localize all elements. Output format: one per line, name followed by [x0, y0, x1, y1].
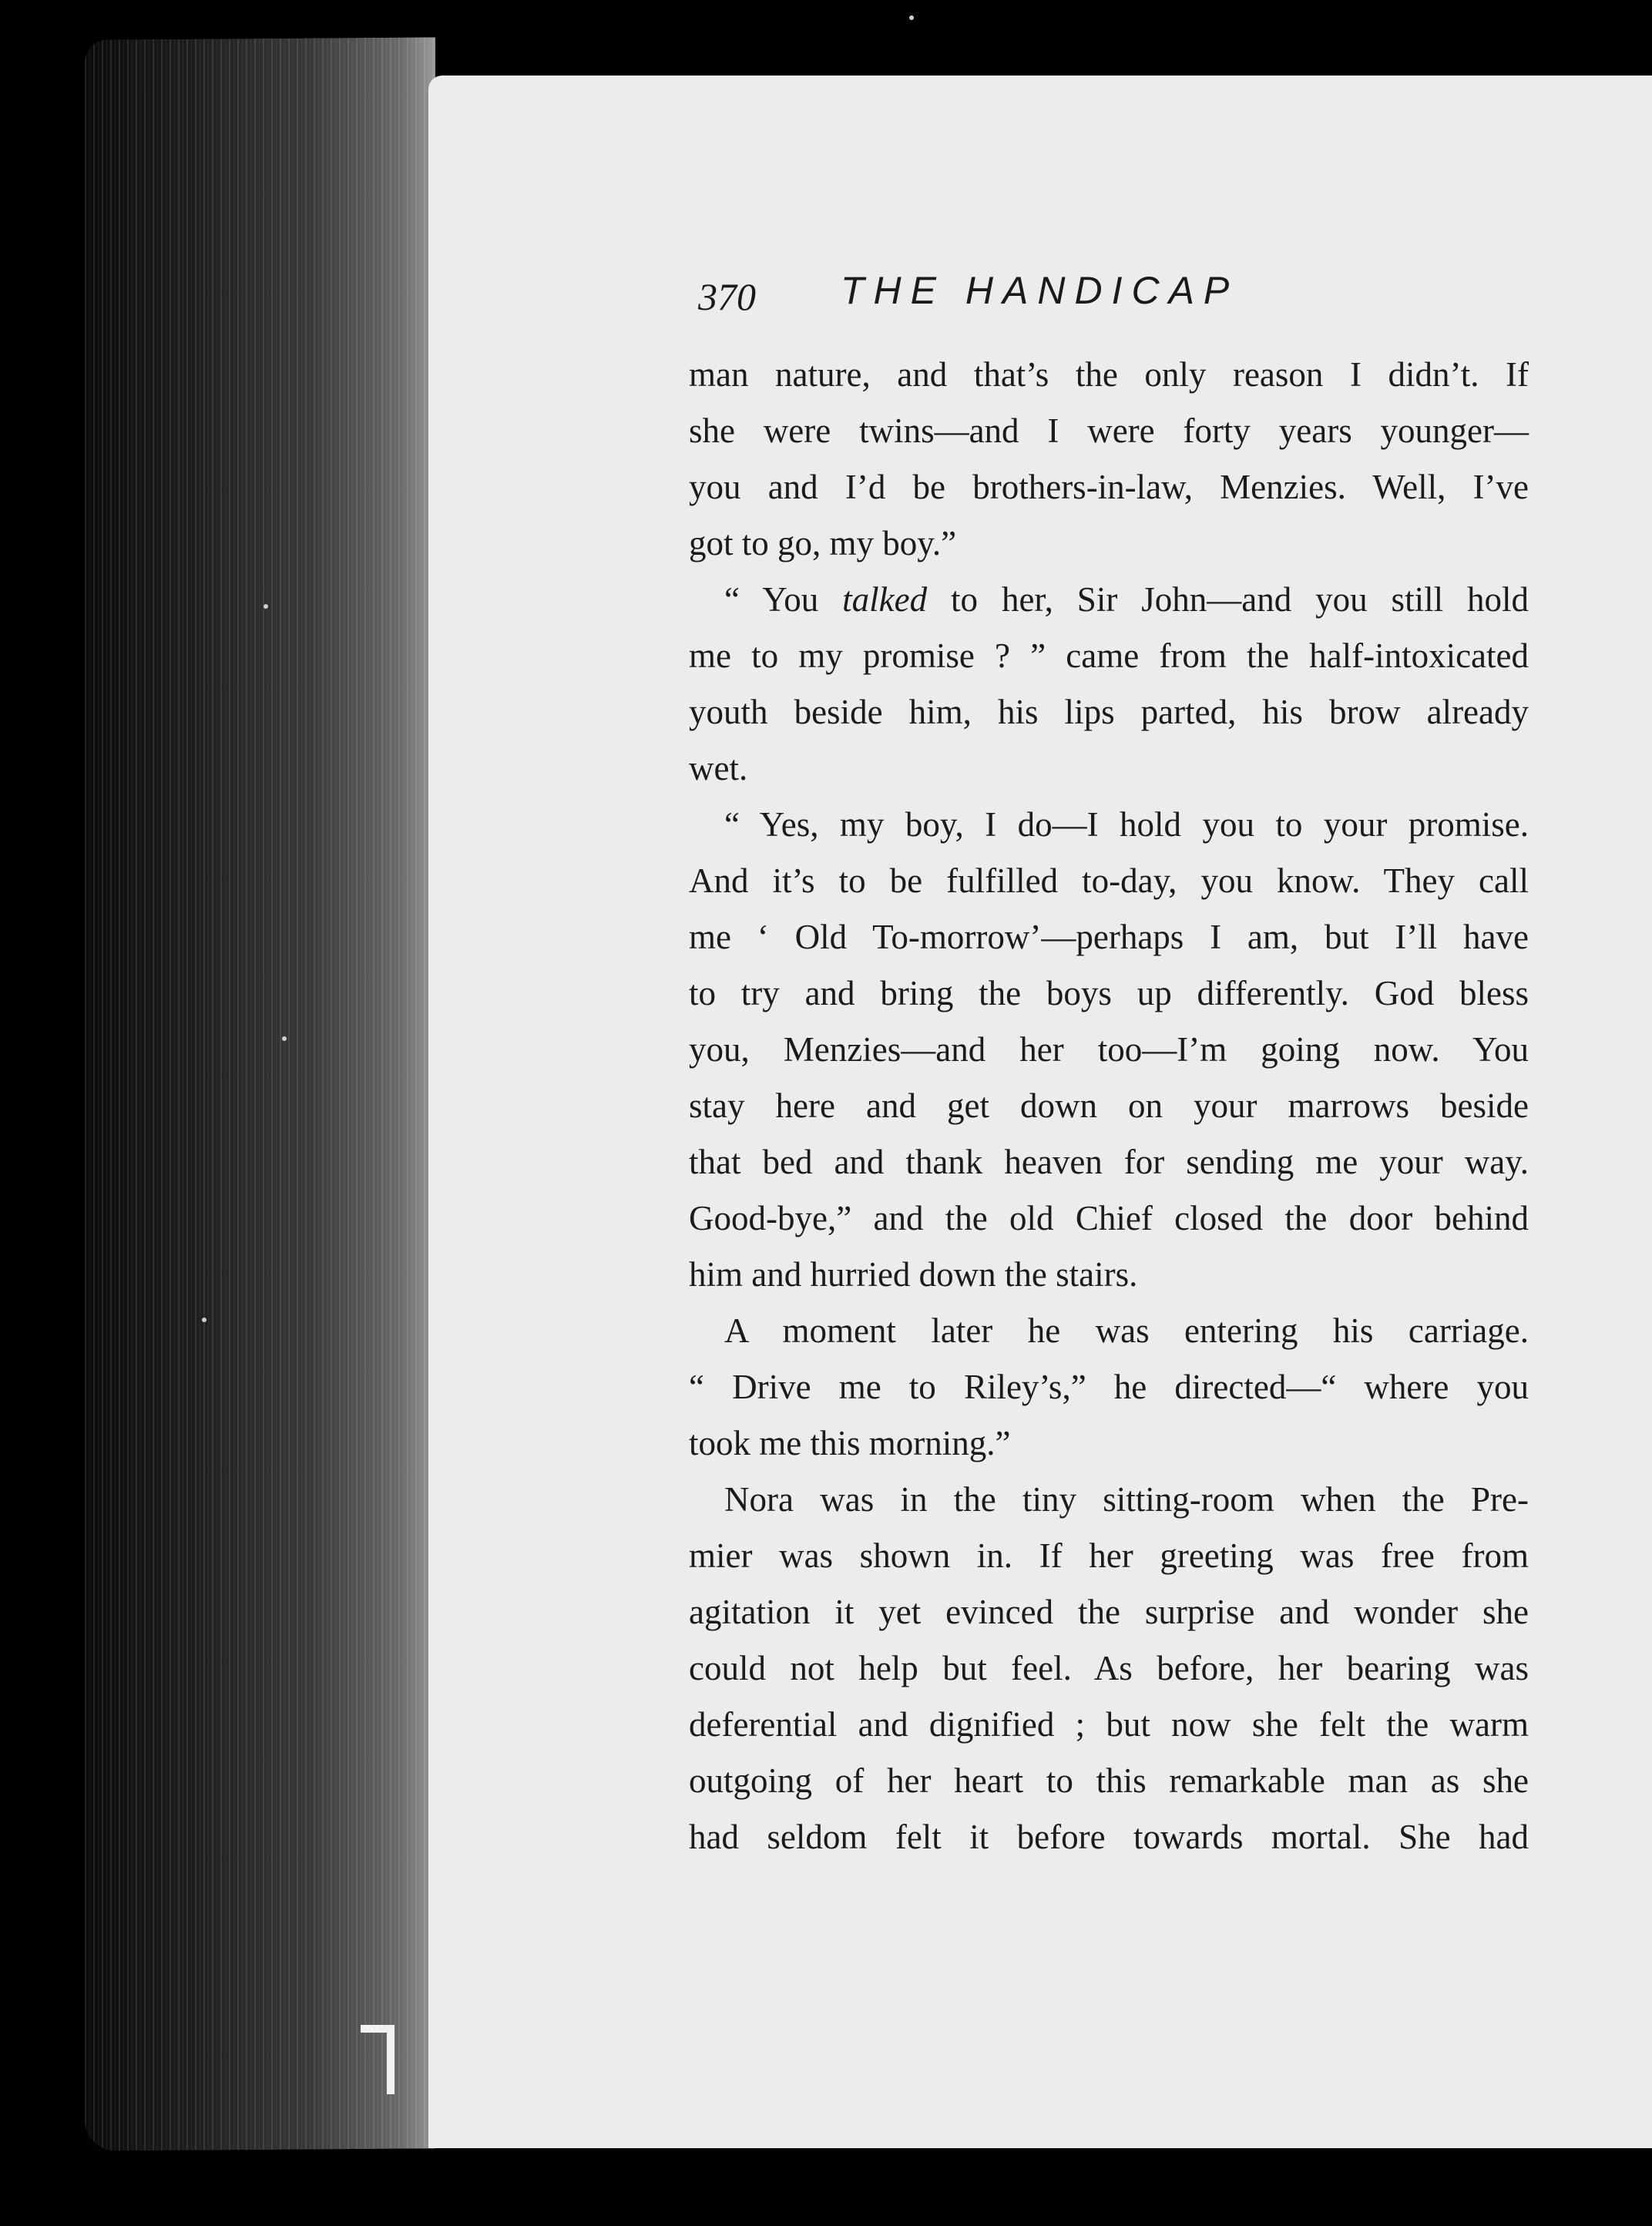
- text-line: you, Menzies—and her too—I’m going now. You: [689, 1030, 1529, 1069]
- text-line: “ Yes, my boy, I do—I hold you to your promise.: [724, 805, 1529, 844]
- text-line: him and hurried down the stairs.: [689, 1255, 1138, 1294]
- book-page: [428, 76, 1652, 2148]
- text-line: could not help but feel. As before, her bearing was: [689, 1649, 1529, 1687]
- book-page-edges: [85, 37, 435, 2150]
- text-line: to try and bring the boys up differently. God bless: [689, 974, 1529, 1012]
- text-line: youth beside him, his lips parted, his brow already: [689, 693, 1529, 731]
- text-line: had seldom felt it before towards mortal. She had: [689, 1818, 1529, 1856]
- text-line: Good-bye,” and the old Chief closed the door behind: [689, 1199, 1529, 1237]
- text-line: took me this morning.”: [689, 1424, 1011, 1462]
- text-line: man nature, and that’s the only reason I didn’t. If: [689, 355, 1529, 394]
- text-line: me ‘ Old To-morrow’—perhaps I am, but I’ll have: [689, 918, 1529, 956]
- text-line: got to go, my boy.”: [689, 524, 957, 562]
- text-line: deferential and dignified ; but now she felt the warm: [689, 1705, 1529, 1744]
- text-line: stay here and get down on your marrows beside: [689, 1086, 1529, 1125]
- text-segment: to her, Sir John—and you still hold: [927, 580, 1529, 619]
- text-line: wet.: [689, 749, 748, 787]
- text-line: “ Drive me to Riley’s,” he directed—“ where you: [689, 1368, 1529, 1406]
- text-line: agitation it yet evinced the surprise and wonder she: [689, 1593, 1529, 1631]
- text-line: mier was shown in. If her greeting was free from: [689, 1536, 1529, 1575]
- running-title: THE HANDICAP: [841, 269, 1239, 312]
- dust-speck: [909, 15, 914, 20]
- text-line: me to my promise ? ” came from the half-intoxicated: [689, 636, 1529, 675]
- text-line: she were twins—and I were forty years younger—: [689, 411, 1529, 450]
- body-text: [689, 347, 1529, 1865]
- text-line: [689, 572, 1529, 628]
- dust-speck: [264, 604, 268, 609]
- page-number: 370: [698, 275, 756, 318]
- corner-mark: [361, 2025, 395, 2094]
- italic-word: talked: [842, 580, 928, 619]
- text-line: A moment later he was entering his carriage.: [724, 1311, 1529, 1350]
- dust-speck: [282, 1036, 287, 1041]
- text-line: outgoing of her heart to this remarkable man as she: [689, 1761, 1529, 1800]
- text-line: Nora was in the tiny sitting-room when the Pre-: [724, 1480, 1529, 1519]
- text-line: that bed and thank heaven for sending me your way.: [689, 1143, 1529, 1181]
- text-segment: “ You: [724, 580, 843, 619]
- dust-speck: [202, 1318, 206, 1322]
- text-line: you and I’d be brothers-in-law, Menzies. Well, I’ve: [689, 468, 1529, 506]
- page-header: [698, 268, 1376, 330]
- text-line: And it’s to be fulfilled to-day, you know. They call: [689, 861, 1529, 900]
